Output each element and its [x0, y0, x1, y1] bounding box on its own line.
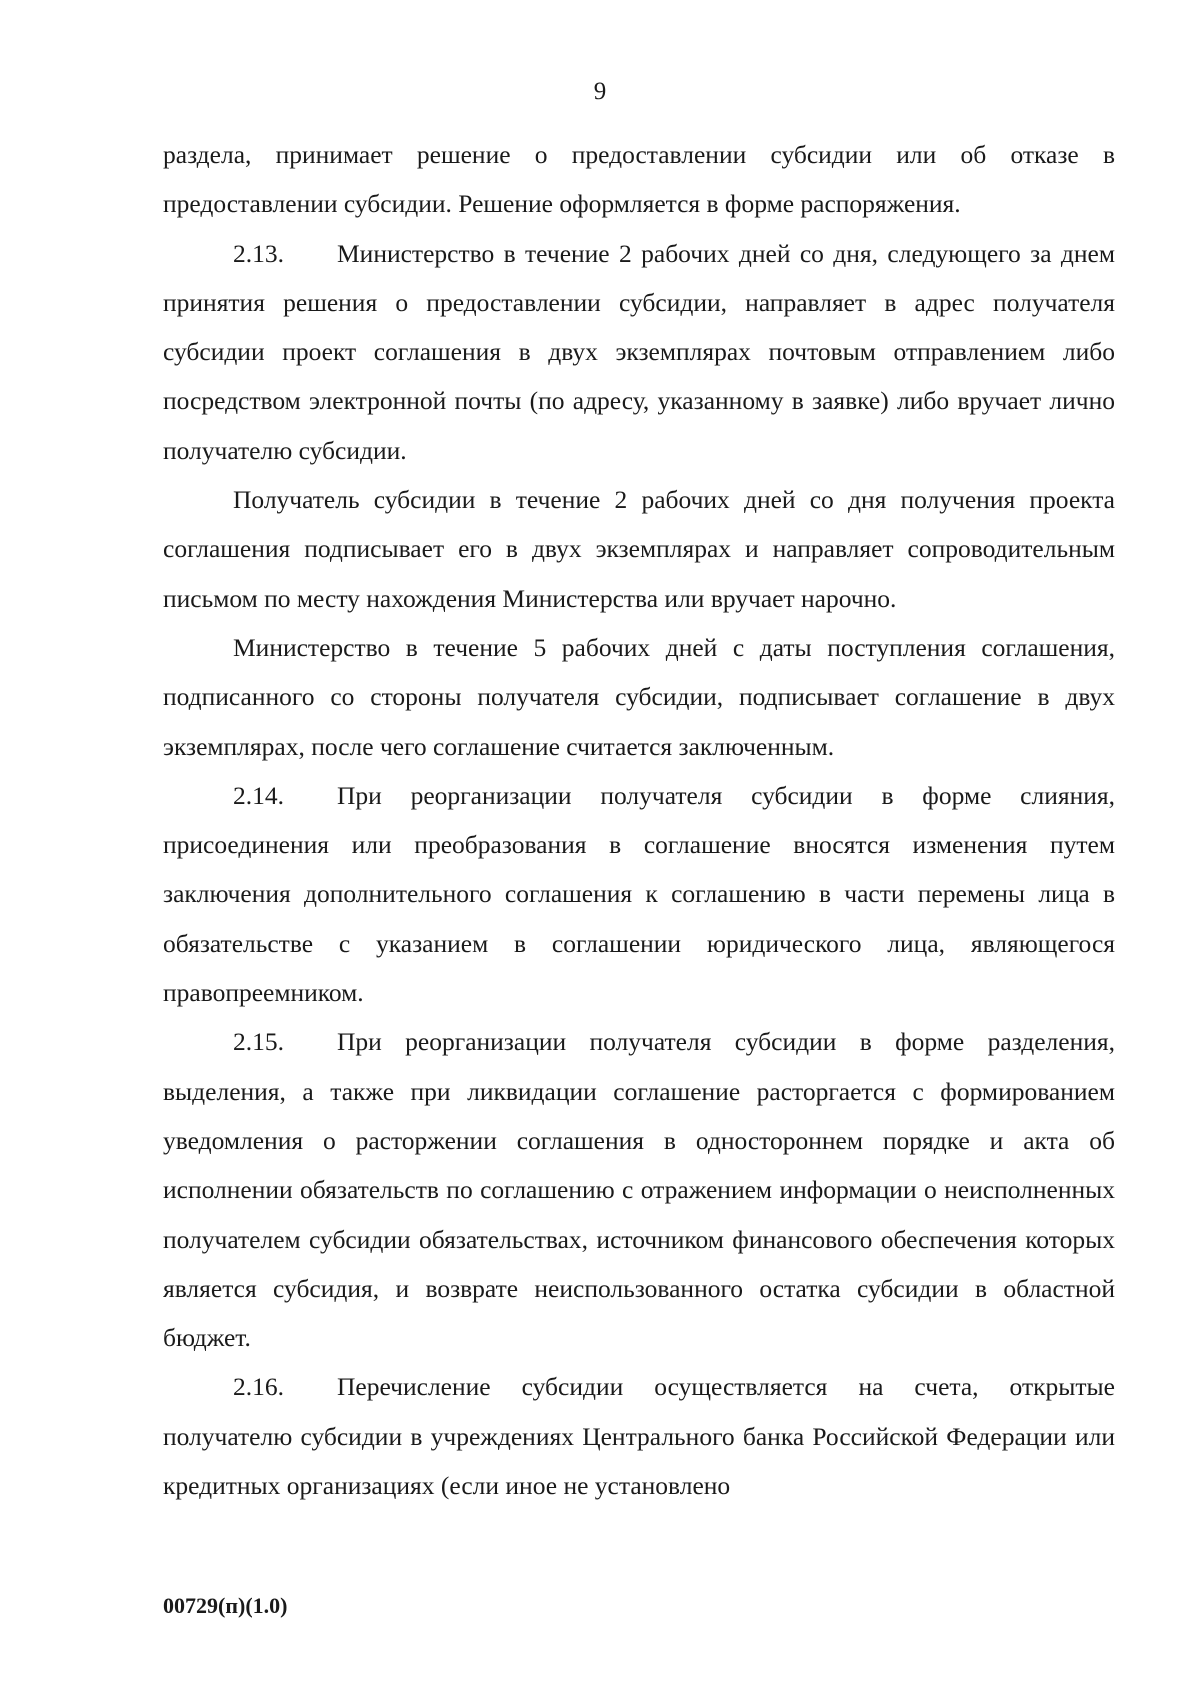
clause-number: 2.13.: [233, 238, 284, 268]
paragraph-ministry-signing: [163, 623, 1115, 771]
document-code: 00729(п)(1.0): [163, 1593, 288, 1618]
paragraph-text: При реорганизации получателя субсидии в форме разделения, выделения, а также при ликвидации соглашение расторгается с формированием уведомления о расторжении соглашения в одностороннем порядке и акта об исполнении обязательств по соглашению с отражением информации о неисполненных получателем субсидии обязательствах, источником финансового обеспечения которых является субсидия, и возврате неиспользованного остатка субсидии в областной бюджет.: [163, 1027, 1115, 1353]
clause-number: 2.15.: [233, 1027, 284, 1057]
paragraph-2-13: [163, 229, 1115, 475]
paragraph-text: Министерство в течение 2 рабочих дней со дня, следующего за днем принятия решения о предоставлении субсидии, направляет в адрес получателя субсидии проект соглашения в двух экземплярах почтовым отправлением либо посредством электронной почты (по адресу, указанному в заявке) либо вручает лично получателю субсидии.: [163, 238, 1115, 465]
paragraph-text: Перечисление субсидии осуществляется на счета, открытые получателю субсидии в учреждениях Центрального банка Российской Федерации или кредитных организациях (если иное не установлено: [163, 1372, 1115, 1501]
paragraph-text: Министерство в течение 5 рабочих дней с даты поступления соглашения, подписанного со стороны получателя субсидии, подписывает соглашение в двух экземплярах, после чего соглашение считается заключенным.: [163, 632, 1115, 761]
clause-number: 2.14.: [233, 780, 284, 810]
paragraph-continuation: [163, 130, 1115, 229]
paragraph-text: Получатель субсидии в течение 2 рабочих дней со дня получения проекта соглашения подписывает его в двух экземплярах и направляет сопроводительным письмом по месту нахождения Министерства или вручает нарочно.: [163, 485, 1115, 613]
paragraph-2-16: [163, 1362, 1115, 1510]
paragraph-text: раздела, принимает решение о предоставлении субсидии или об отказе в предоставлении субсидии. Решение оформляется в форме распоряжения.: [163, 140, 1115, 219]
paragraph-2-14: [163, 771, 1115, 1017]
paragraph-2-15: [163, 1017, 1115, 1362]
paragraph-text: При реорганизации получателя субсидии в форме слияния, присоединения или преобразования в соглашение вносятся изменения путем заключения дополнительного соглашения к соглашению в части перемены лица в обязательстве с указанием в соглашении юридического лица, являющегося правопреемником.: [163, 780, 1115, 1008]
document-body: [163, 130, 1115, 1510]
clause-number: 2.16.: [233, 1372, 284, 1402]
page-number: 9: [593, 78, 607, 105]
paragraph-recipient-signing: [163, 475, 1115, 623]
